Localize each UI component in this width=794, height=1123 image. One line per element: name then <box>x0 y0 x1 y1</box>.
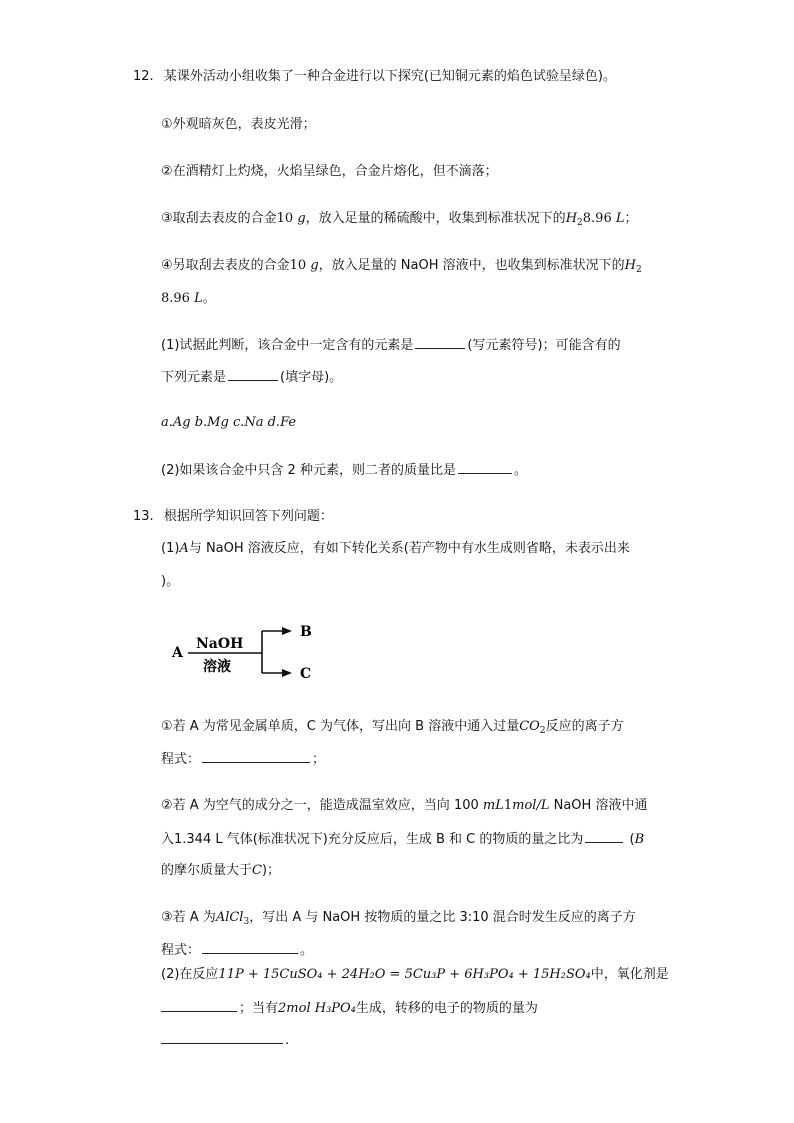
q12-part1-text-c: 下列元素是 <box>161 370 227 385</box>
diagram-label-C: C <box>300 666 312 682</box>
q13-number: 13. <box>133 509 154 524</box>
q13-part2-text-a: (2)在反应 <box>161 967 219 982</box>
q13-sub2-one: 1 <box>503 798 513 813</box>
q13-part2-text-e: . <box>285 1033 290 1048</box>
q13-sub1-line2 <box>161 750 325 769</box>
q13-sub3-line2 <box>161 941 313 960</box>
diagram-reagent-bottom: 溶液 <box>203 659 231 675</box>
diagram-arrow-C-icon <box>282 669 292 677</box>
q12-obs3-h: H <box>565 211 578 226</box>
transformation-diagram <box>170 620 330 690</box>
q12-part1-text-a: (1)试据此判断，该合金中一定含有的元素是 <box>161 338 414 353</box>
q12-obs4-mass: 10 <box>289 258 307 273</box>
q13-part2-equation: 11P + 15CuSO₄ + 24H₂O = 5Cu₃P + 6H₃PO₄ + 15H₂SO₄ <box>218 967 591 982</box>
q12-part1-blank-1[interactable] <box>415 336 465 349</box>
q12-obs3-volume: 8.96 <box>582 211 612 226</box>
q12-part1-line2 <box>161 368 342 387</box>
diagram-label-A: A <box>172 645 183 661</box>
q13-part1-line2: )。 <box>161 574 180 589</box>
q13-sub3-text-b: ，写出 A 与 NaOH 按物质的量之比 3:10 混合时发生反应的离子方 <box>249 910 636 925</box>
q13-sub3-text-d: 。 <box>300 943 314 958</box>
q13-sub2-line2 <box>161 830 644 849</box>
q12-part1-text-d: (填字母)。 <box>280 370 343 385</box>
q12-options: a.Ag b.Mg c.Na d.Fe <box>161 415 297 430</box>
q13-part2-line1 <box>161 966 669 984</box>
q13-sub2-text-d: ( <box>629 832 635 847</box>
q13-sub3-alcl-sub: 3 <box>243 917 250 927</box>
q13-sub1-line1 <box>161 718 624 736</box>
q12-obs4-text-a: ④另取刮去表皮的合金 <box>161 258 290 273</box>
q13-sub1-text-c: 程式： <box>161 752 201 767</box>
q13-stem: 根据所学知识回答下列问题： <box>163 509 333 524</box>
q13-sub1-blank[interactable] <box>202 750 310 763</box>
q13-part2-line2 <box>161 999 538 1018</box>
q13-part2-line3 <box>161 1031 289 1050</box>
q12-obs3-mass: 10 <box>276 211 294 226</box>
q13-sub1-co: CO <box>519 719 540 734</box>
q12-observation-1: ①外观暗灰色，表皮光滑； <box>161 117 316 132</box>
q12-part2 <box>161 461 527 480</box>
q13-sub2-text-a: ②若 A 为空气的成分之一，能造成温室效应，当向 100 <box>161 798 479 813</box>
q12-part1-text-b: (写元素符号)；可能含有的 <box>467 338 621 353</box>
q13-part2-text-c: ；当有 <box>239 1001 279 1016</box>
q13-sub3-text-c: 程式： <box>161 943 201 958</box>
q12-obs3-text-b: ，放入足量的稀硫酸中，收集到标准状况下的 <box>305 211 566 226</box>
q13-sub2-text-c: 入1.344 L 气体(标准状况下)充分反应后，生成 B 和 C 的物质的量之比为 <box>161 832 584 847</box>
diagram-label-B: B <box>300 624 312 640</box>
q13-sub2-mol: mol/L <box>512 798 550 813</box>
q13-sub3-line1 <box>161 909 636 927</box>
q12-obs3-h-sub: 2 <box>577 218 583 228</box>
q12-obs4-end: 。 <box>202 291 216 306</box>
q12-obs4-volume: 8.96 <box>161 291 190 306</box>
q13-part2-text-d: 生成，转移的电子的物质的量为 <box>355 1001 538 1016</box>
q13-sub3-blank[interactable] <box>202 941 298 954</box>
q12-obs4-unit: g <box>310 258 319 273</box>
q13-sub2-C: C <box>252 863 262 878</box>
q12-obs3-l: L <box>615 211 625 226</box>
q12-part2-text-a: (2)如果该合金中只含 2 种元素，则二者的质量比是 <box>161 463 456 478</box>
q12-obs3-end: ； <box>624 211 638 226</box>
q13-part1-text-a: (1) <box>161 541 180 556</box>
diagram-reagent-top: NaOH <box>196 636 244 652</box>
q13-sub2-ml: mL <box>482 798 504 813</box>
q12-part1-line1 <box>161 336 621 355</box>
q13-sub1-text-d: ； <box>312 752 326 767</box>
q13-sub2-line3 <box>161 862 280 880</box>
q13-sub3-alcl: AlCl <box>215 910 244 925</box>
q12-obs4-h-sub: 2 <box>635 265 642 275</box>
q12-obs4-l: L <box>194 291 203 306</box>
q12-obs3-unit: g <box>297 211 306 226</box>
q13-sub2-B: B <box>634 832 645 847</box>
q12-observation-3 <box>161 210 638 228</box>
q13-sub1-co-sub: 2 <box>539 726 546 736</box>
q12-part2-text-b: 。 <box>513 463 527 478</box>
q12-observation-4 <box>161 257 642 275</box>
q13-part2-amount: 2mol H₃PO₄ <box>278 1001 356 1016</box>
q12-observation-4-cont <box>161 290 216 308</box>
q12-obs4-h: H <box>624 258 636 273</box>
q13-part1-line1 <box>161 540 630 558</box>
q12-number: 12. <box>133 69 154 84</box>
q13-part2-blank-1[interactable] <box>161 999 237 1012</box>
q13-sub1-text-b: 反应的离子方 <box>545 719 624 734</box>
q13-sub1-text-a: ①若 A 为常见金属单质，C 为气体，写出向 B 溶液中通入过量 <box>161 719 520 734</box>
diagram-arrow-B-icon <box>282 627 292 635</box>
q12-stem-line <box>133 68 616 86</box>
q13-part1-text-b: 与 NaOH 溶液反应，有如下转化关系(若产物中有水生成则省略，未表示出来 <box>188 541 630 556</box>
q13-sub3-text-a: ③若 A 为 <box>161 910 216 925</box>
q13-part2-text-b: 中，氧化剂是 <box>590 967 669 982</box>
q13-sub2-text-b: NaOH 溶液中通 <box>549 798 648 813</box>
q12-observation-2: ②在酒精灯上灼烧，火焰呈绿色，合金片熔化，但不滴落； <box>161 164 498 179</box>
q13-sub2-line1 <box>161 797 647 815</box>
q13-sub2-text-e: 的摩尔质量大于 <box>161 863 253 878</box>
q13-part2-blank-2[interactable] <box>161 1031 283 1044</box>
q12-obs4-text-b: ，放入足量的 NaOH 溶液中，也收集到标准状况下的 <box>318 258 625 273</box>
q12-obs3-text-a: ③取刮去表皮的合金 <box>161 211 277 226</box>
q12-part1-blank-2[interactable] <box>228 368 278 381</box>
q13-sub2-blank[interactable] <box>585 830 623 843</box>
q13-stem-line <box>133 508 333 526</box>
q12-stem: 某课外活动小组收集了一种合金进行以下探究(已知铜元素的焰色试验呈绿色)。 <box>163 69 616 84</box>
q12-part2-blank[interactable] <box>458 461 512 474</box>
q13-sub2-text-f: )； <box>261 863 281 878</box>
q13-part1-A: A <box>179 541 189 556</box>
